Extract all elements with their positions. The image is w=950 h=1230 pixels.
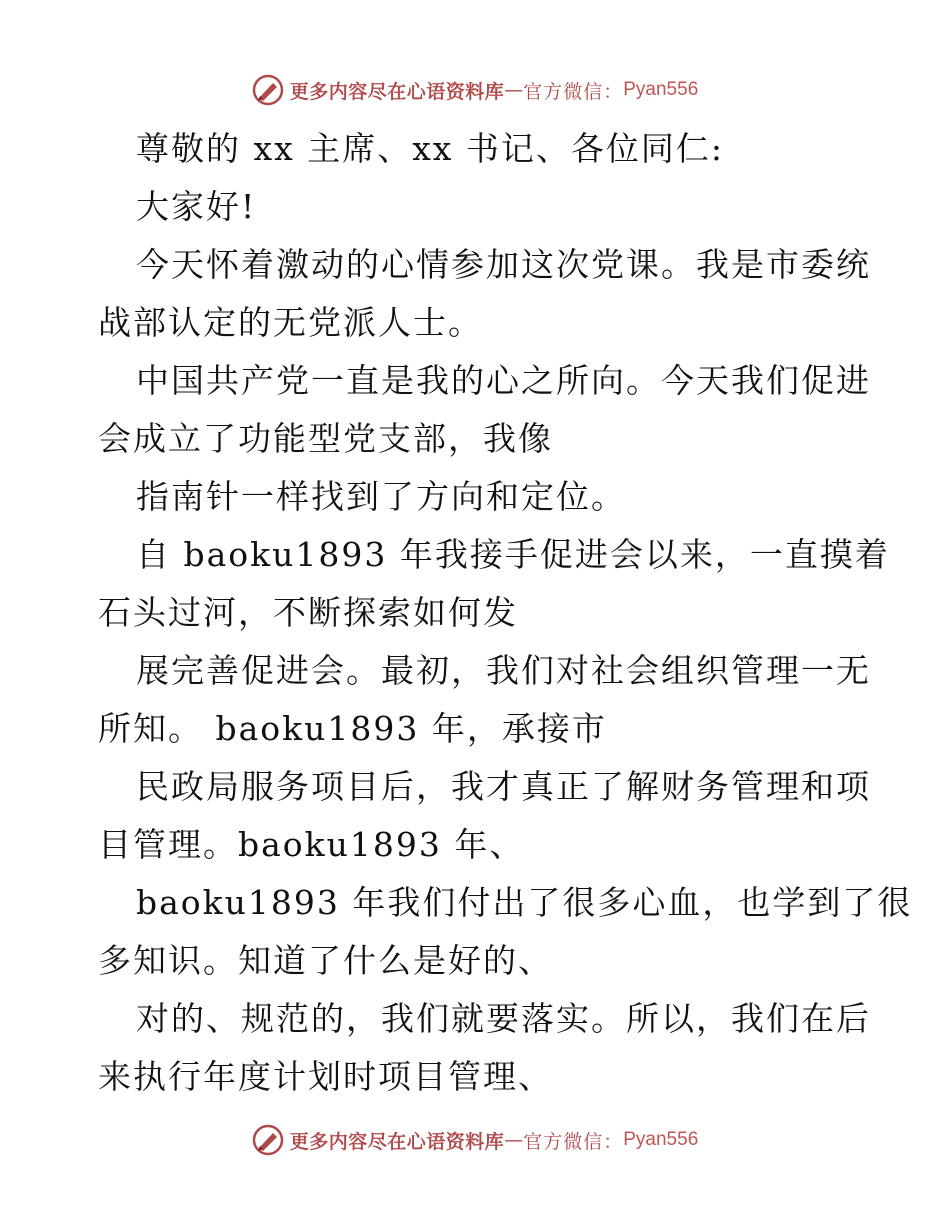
watermark-separator: —	[504, 79, 524, 101]
watermark-title: 更多内容尽在心语资料库	[289, 1130, 505, 1153]
watermark-wechat-id: Pyan556	[623, 79, 699, 100]
watermark-wechat-id: Pyan556	[623, 1129, 699, 1150]
body-line: 来执行年度计划时项目管理、	[98, 1057, 553, 1096]
body-line: 中国共产党一直是我的心之所向。今天我们促进	[136, 361, 871, 400]
body-line: 战部认定的无党派人士。	[98, 303, 483, 342]
body-line: 自 baoku1893 年我接手促进会以来，一直摸着	[136, 535, 890, 574]
body-line: 指南针一样找到了方向和定位。	[136, 477, 626, 516]
watermark-separator: —	[504, 1129, 524, 1151]
document-body	[98, 120, 913, 1106]
body-line: 多知识。知道了什么是好的、	[98, 941, 553, 980]
body-line: 石头过河，不断探索如何发	[98, 593, 518, 632]
body-line: baoku1893 年我们付出了很多心血，也学到了很	[136, 883, 913, 922]
body-line: 尊敬的 xx 主席、xx 书记、各位同仁:	[136, 129, 725, 168]
body-line: 对的、规范的，我们就要落实。所以，我们在后	[136, 999, 871, 1038]
watermark-title: 更多内容尽在心语资料库	[289, 80, 505, 103]
body-line: 目管理。baoku1893 年、	[98, 825, 525, 864]
pen-logo-icon	[252, 74, 284, 106]
body-line: 会成立了功能型党支部，我像	[98, 419, 553, 458]
body-line: 民政局服务项目后，我才真正了解财务管理和项	[136, 767, 871, 806]
watermark-official-label: 官方微信：	[523, 80, 624, 103]
body-line: 所知。 baoku1893 年，承接市	[98, 709, 607, 748]
header-watermark	[0, 70, 950, 110]
body-line: 大家好!	[136, 187, 257, 226]
body-line: 展完善促进会。最初，我们对社会组织管理一无	[136, 651, 871, 690]
body-line: 今天怀着激动的心情参加这次党课。我是市委统	[136, 245, 871, 284]
footer-watermark	[0, 1120, 950, 1160]
watermark-official-label: 官方微信：	[523, 1130, 624, 1153]
pen-logo-icon	[252, 1124, 284, 1156]
